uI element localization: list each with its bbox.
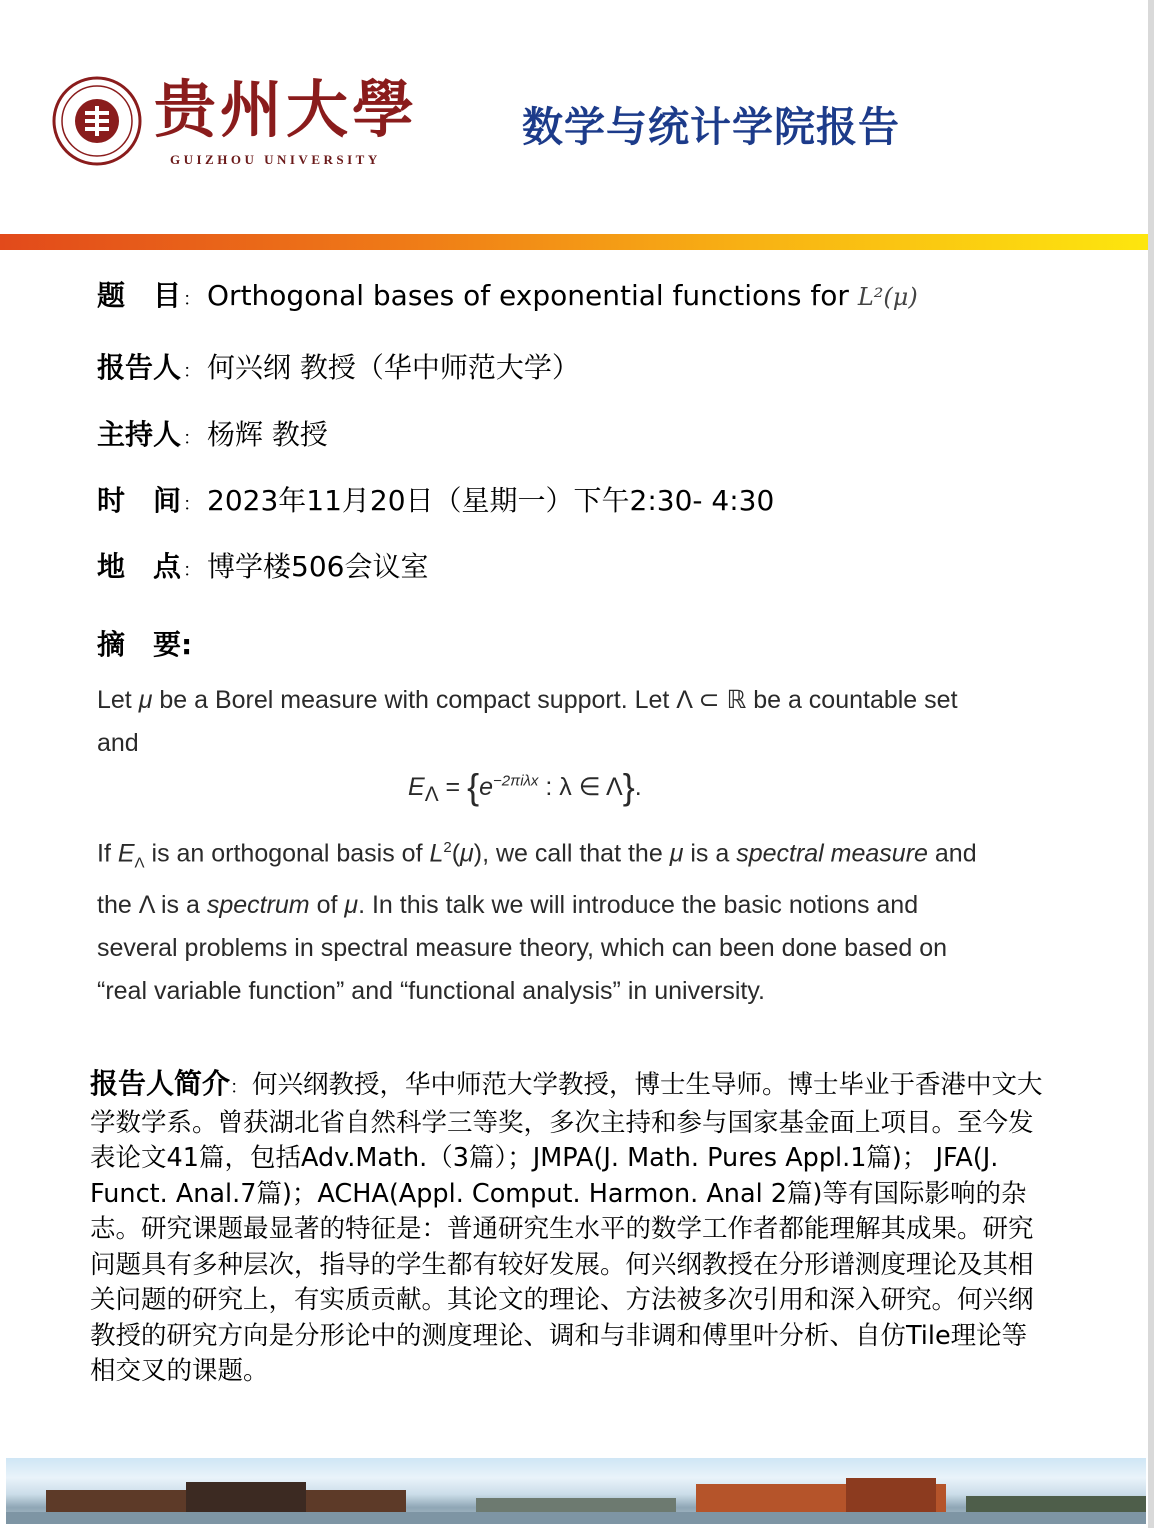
page-title: 数学与统计学院报告 xyxy=(522,103,900,151)
topic-colon: ： xyxy=(183,289,202,310)
mu-symbol: μ xyxy=(344,891,359,920)
L-symbol: L xyxy=(429,839,444,868)
topic-math: L²(μ) xyxy=(857,283,918,311)
topic-label: 题 目 xyxy=(97,279,182,312)
abstract-text: is an orthogonal basis of xyxy=(144,839,430,868)
bio-label: 报告人简介 xyxy=(90,1067,231,1100)
abstract-paragraph-2: If $E_\Lambda$ is an orthogonal basis of $L^2(\mu)$, we call that the μ is a spectral measure and the Λ is a spectrum of μ. In this talk we will introduce the basic notions and several problems in spectral measure theory, which can been done based on “real variable function” and “functional analysis” in university. xyxy=(97,839,977,1006)
mu-symbol: μ xyxy=(460,839,474,868)
place-row xyxy=(97,549,428,589)
university-name-cn: 贵州大學 xyxy=(154,73,419,146)
place-value: 博学楼506会议室 xyxy=(207,550,429,583)
abstract-text: . In this talk we will introduce the basic notions and several problems in spectral measure theory, which can been done based on “real variable function” and “functional analysis” in university. xyxy=(97,891,948,1006)
university-name-en: GUIZHOU UNIVERSITY xyxy=(170,152,381,167)
formula-body: e xyxy=(479,773,494,801)
bio-text: 何兴纲教授，华中师范大学教授，博士生导师。博士毕业于香港中文大学数学系。曾获湖北省自然科学三等奖，多次主持和参与国家基金面上项目。至今发表论文41篇，包括Adv.Math.（3篇）；JMPA(J. Math. Pures Appl.1篇)； JFA(J. Funct. Anal.7篇)；ACHA(Appl. Comput. Harmon. Anal 2篇)等有国际影响的杂志。研究课题最显著的特征是：普通研究生水平的数学工作者都能理解其成果。研究问题具有多种层次，指导的学生都有较好发展。何兴纲教授在分形谱测度理论及其相关问题的研究上，有实质贡献。其论文的理论、方法被多次引用和深入研究。何兴纲教授的研究方向是分形论中的测度理论、调和与非调和傅里叶分析、自仿Tile理论等相交叉的课题。 xyxy=(90,1070,1043,1386)
abstract-text: is a xyxy=(683,839,737,868)
campus-photo-banner xyxy=(6,1458,1146,1524)
place-colon: ： xyxy=(183,560,202,581)
formula-sub: Λ xyxy=(134,854,145,872)
formula-e: E xyxy=(408,773,425,801)
time-label: 时 间 xyxy=(97,484,182,517)
abstract-label: 摘 要: xyxy=(97,628,193,661)
bio-colon: ： xyxy=(230,1077,249,1098)
abstract-text: , we call that the xyxy=(482,839,670,868)
host-row xyxy=(97,417,328,457)
mu-symbol: μ xyxy=(138,686,153,714)
formula-sub: Λ xyxy=(424,783,439,806)
header-divider-band xyxy=(0,234,1148,250)
formula-body: : λ ∈ Λ xyxy=(538,773,623,801)
mu-symbol: μ xyxy=(669,839,684,868)
spectrum-term: spectrum xyxy=(206,891,310,920)
formula-e: E xyxy=(117,839,135,868)
abstract-heading-row xyxy=(97,627,192,663)
abstract-paragraph-1 xyxy=(97,679,997,765)
topic-value: Orthogonal bases of exponential functions for xyxy=(207,279,849,312)
page-edge xyxy=(1148,0,1154,1528)
abstract-text: and the Λ is a xyxy=(97,839,977,920)
formula-end: . xyxy=(634,773,642,801)
host-label: 主持人 xyxy=(97,418,182,451)
abstract-text: Let xyxy=(97,686,139,714)
time-colon: ： xyxy=(183,494,202,515)
speaker-label: 报告人 xyxy=(97,351,182,384)
place-label: 地 点 xyxy=(97,550,182,583)
speaker-colon: ： xyxy=(183,361,202,382)
abstract-formula: $E_\Lambda = \{e^{-2\pi i\lambda x}$ : λ ∈ Λ}. xyxy=(408,766,642,807)
speaker-value: 何兴纲 教授（华中师范大学） xyxy=(207,351,580,384)
abstract-text: be a Borel measure with compact support. Let Λ ⊂ ℝ be a countable set and xyxy=(97,686,958,757)
time-value: 2023年11月20日（星期一）下午2:30- 4:30 xyxy=(207,484,775,517)
formula-eq: = xyxy=(438,773,468,801)
speaker-row xyxy=(97,350,580,390)
host-colon: ： xyxy=(183,428,202,449)
abstract-text: If xyxy=(97,839,118,868)
university-logo xyxy=(52,68,419,173)
spectral-measure-term: spectral measure xyxy=(736,839,928,868)
abstract-text: of xyxy=(309,891,345,920)
time-row xyxy=(97,483,774,523)
topic-row xyxy=(97,278,918,318)
speaker-bio xyxy=(90,1066,1050,1390)
university-seal-icon xyxy=(52,76,142,166)
formula-exponent: −2πiλx xyxy=(493,772,539,790)
host-value: 杨辉 教授 xyxy=(207,418,328,451)
